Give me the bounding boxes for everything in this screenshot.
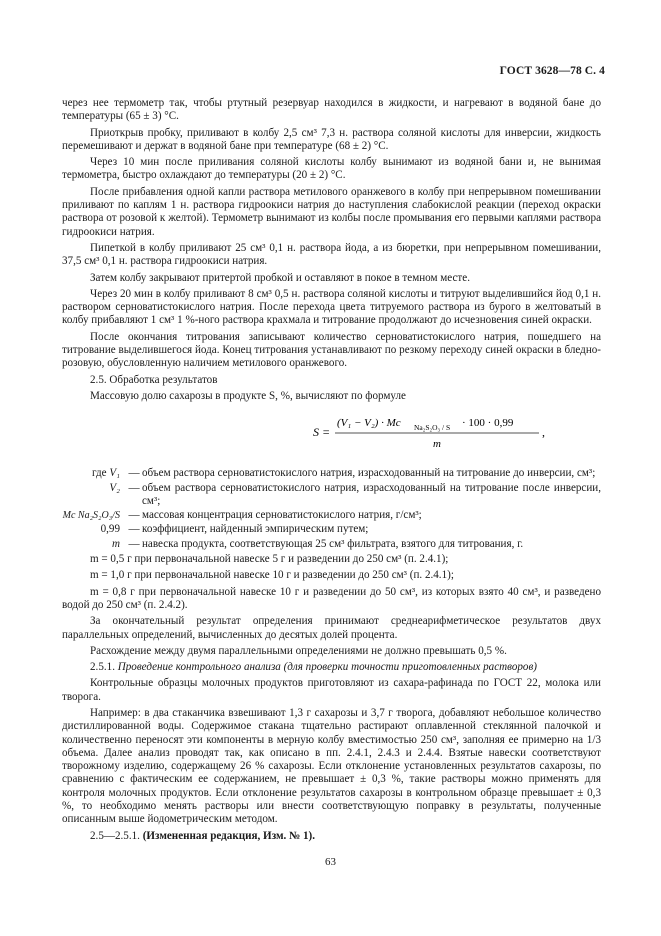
- document-body: [62, 97, 601, 846]
- definition-row: V₂ — объем раствора серноватистокислого натрия, израсходованный на титрование после инверсии, см³;: [109, 481, 601, 507]
- definition-row: где V₁ — объем раствора серноватистокислого натрия, израсходованный на титрование до инверсии, см³;: [92, 467, 596, 480]
- definition-row: m — навеска продукта, соответствующая 25 см³ фильтрата, взятого для титрования, г.: [111, 537, 524, 550]
- paragraph: После прибавления одной капли раствора метилового оранжевого в колбу при непрерывном помешивании приливают по каплям 1 н. раствора гидроокиси натрия до наступления слабокислой реакции (переход окраски раствора от розовой к желтой). Термометр вынимают из колбы после промывания его первыми каплями раствора гидроокиси натрия.: [62, 185, 601, 238]
- paragraph: через нее термометр так, чтобы ртутный резервуар находился в жидкости, и нагревают в водяной бане до температуры (65 ± 3) °С.: [62, 97, 601, 123]
- formula-lhs: S =: [313, 425, 331, 440]
- formula-denominator: m: [433, 438, 441, 451]
- subsection-heading: 2.5.1. Проведение контрольного анализа (для проверки точности приготовленных растворов): [90, 661, 537, 674]
- formula-numerator: (V₁ − V₂) · Mc: [337, 417, 401, 430]
- paragraph: Через 10 мин после приливания соляной кислоты колбу вынимают из водяной бани и, не вынимая термометра, быстро охлаждают до температуры (20 ± 2) °С.: [62, 156, 601, 182]
- mass-line: m = 0,8 г при первоначальной навеске 10 г и разведении до 50 см³, из которых взято 40 см³, и разведено водой до 250 см³ (п. 2.4.2).: [62, 585, 601, 611]
- page-header: ГОСТ 3628—78 С. 4: [499, 65, 605, 77]
- section-heading: 2.5. Обработка результатов: [90, 373, 218, 386]
- paragraph: Расхождение между двумя параллельными определениями не должно превышать 0,5 %.: [90, 644, 507, 657]
- mass-line: m = 1,0 г при первоначальной навеске 10 г и разведении до 250 см³ (п. 2.4.1);: [90, 569, 454, 582]
- paragraph: За окончательный результат определения принимают среднеарифметическое результатов двух параллельных определений, вычисленных до десятых долей процента.: [62, 615, 601, 641]
- formula-subscript: Na₂S₂O₃ / S: [414, 423, 451, 433]
- paragraph: Контрольные образцы молочных продуктов приготовляют из сахара-рафинада по ГОСТ 22, молока или творога.: [62, 677, 601, 703]
- definition-row: Mc Na₂S₂O₃/S — массовая концентрация серноватистокислого натрия, г/см³;: [62, 509, 422, 522]
- variable-definitions: [62, 467, 601, 551]
- mass-line: m = 0,5 г при первоначальной навеске 5 г и разведении до 250 см³ (п. 2.4.1);: [90, 553, 449, 566]
- paragraph: Приоткрыв пробку, приливают в колбу 2,5 см³ 7,3 н. раствора соляной кислоты для инверсии, жидкость перемешивают и держат в водяной бане при температуре (68 ± 2) °С.: [62, 126, 601, 152]
- definition-row: 0,99 — коэффициент, найденный эмпирическим путем;: [100, 523, 369, 536]
- formula-numerator-tail: · 100 · 0,99: [462, 417, 514, 430]
- paragraph: Массовую долю сахарозы в продукте S, %, вычисляют по формуле: [90, 389, 406, 402]
- paragraph: Через 20 мин в колбу приливают 8 см³ 0,5 н. раствора соляной кислоты и титруют выделившийся йод 0,1 н. раствором серноватистокислого натрия. После перехода цвета титруемого раствора из бурого в желтоватый в колбу прибавляют 1 см³ 1 %-ного раствора крахмала и титрование продолжают до исчезновения синей окраски.: [62, 287, 601, 327]
- paragraph: Затем колбу закрывают притертой пробкой и оставляют в покое в темном месте.: [90, 271, 470, 284]
- paragraph: Например: в два стаканчика взвешивают 1,3 г сахарозы и 3,7 г творога, добавляют небольшое количество дистиллированной воды. Содержимое стакана тщательно растирают оплавленной стеклянной палочкой и количественно переносят эти компоненты в мерную колбу вместимостью 250 см³, заполняя ее примерно на 1/3 объема. Далее анализ проводят так, как описано в пп. 2.4.1, 2.4.3 и 2.4.4. Взятые навески соответствуют творожному изделию, содержащему 26 % сахарозы. Если отклонение установленных результатов сахарозы, по сравнению с фактическим ее содержанием, не превышает ± 0,3 %, такие растворы можно применять для контроля молочных продуктов. Если отклонение результатов сахарозы в контрольном образце превышает ± 0,3 %, то необходимо менять растворы или внести соответствующую поправку в результаты, полученные описанным выше йодометрическим методом.: [62, 706, 601, 826]
- sucrose-formula: [62, 413, 583, 455]
- paragraph: Пипеткой в колбу приливают 25 см³ 0,1 н. раствора йода, а из бюретки, при непрерывном помешивании, 37,5 см³ 0,1 н. раствора гидроокиси натрия.: [62, 241, 601, 268]
- paragraph: После окончания титрования записывают количество серноватистокислого натрия, пошедшего на титрование выделившегося йода. Конец титрования устанавливают по резкому переходу синей окраски в бледно-розовую, обусловленную наличием метилового оранжевого.: [62, 330, 601, 370]
- page-number: 63: [325, 856, 336, 868]
- amendment-note: 2.5—2.5.1. (Измененная редакция, Изм. № 1).: [90, 829, 316, 842]
- formula-comma: ,: [542, 425, 545, 440]
